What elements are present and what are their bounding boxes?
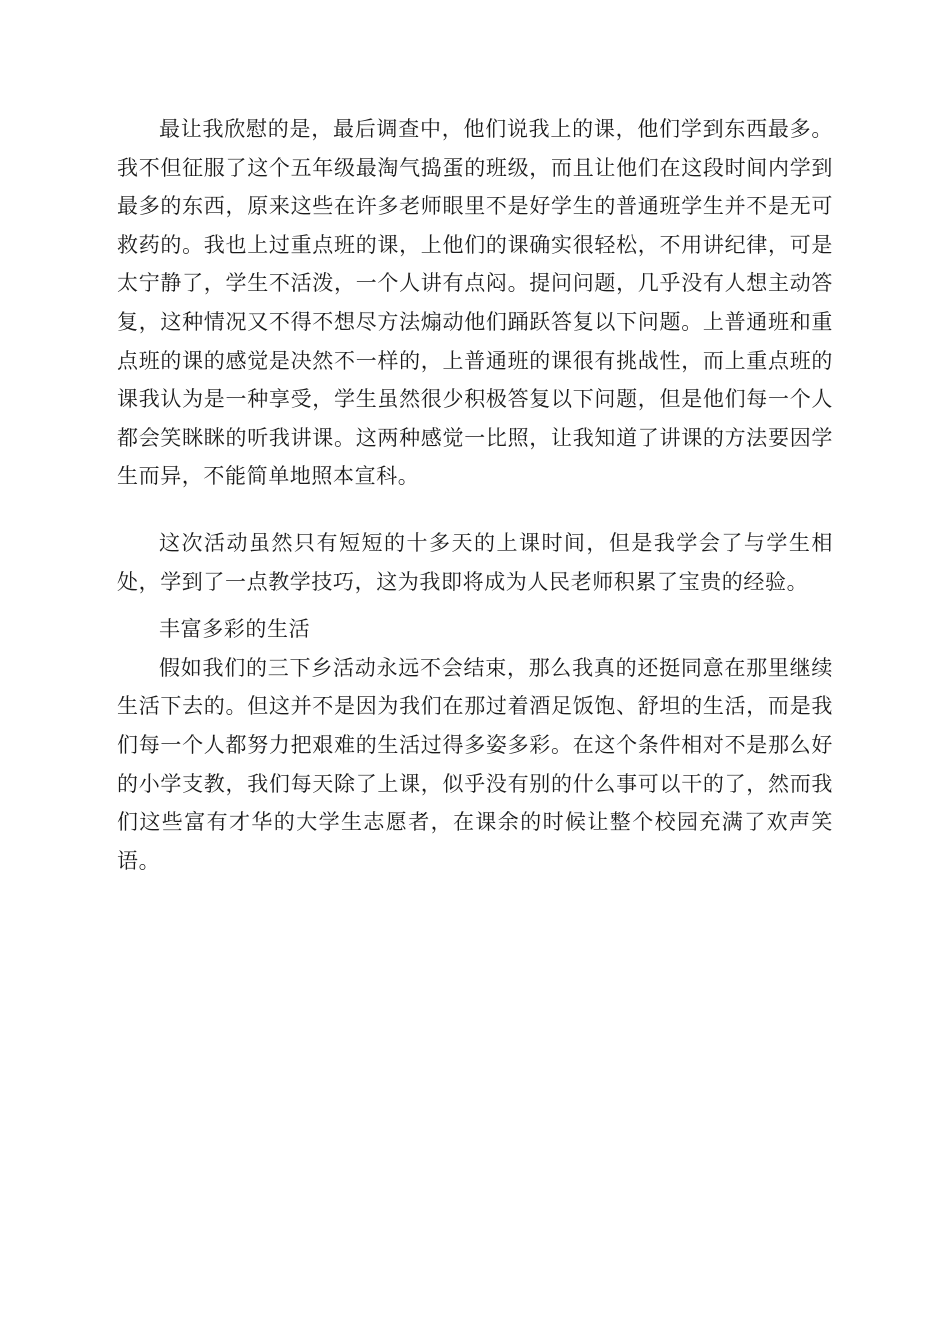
paragraph: 最让我欣慰的是，最后调查中，他们说我上的课，他们学到东西最多。我不但征服了这个五年级最淘气捣蛋的班级，而且让他们在这段时间内学到最多的东西，原来这些在许多老师眼里不是好学生的普通班学生并不是无可救药的。我也上过重点班的课，上他们的课确实很轻松，不用讲纪律，可是太宁静了，学生不活泼，一个人讲有点闷。提问问题，几乎没有人想主动答复，这种情况又不得不想尽方法煽动他们踊跃答复以下问题。上普通班和重点班的课的感觉是决然不一样的，上普通班的课很有挑战性，而上重点班的课我认为是一种享受，学生虽然很少积极答复以下问题，但是他们每一个人都会笑眯眯的听我讲课。这两种感觉一比照，让我知道了讲课的方法要因学生而异，不能简单地照本宣科。 [117,117,833,489]
section-heading: 丰富多彩的生活 [159,617,311,642]
paragraph: 假如我们的三下乡活动永远不会结束，那么我真的还挺同意在那里继续生活下去的。但这并不是因为我们在那过着酒足饭饱、舒坦的生活，而是我们每一个人都努力把艰难的生活过得多姿多彩。在这个条件相对不是那么好的小学支教，我们每天除了上课，似乎没有别的什么事可以干的了，然而我们这些富有才华的大学生志愿者，在课余的时候让整个校园充满了欢声笑语。 [117,655,833,873]
paragraph: 这次活动虽然只有短短的十多天的上课时间，但是我学会了与学生相处，学到了一点教学技巧，这为我即将成为人民老师积累了宝贵的经验。 [117,530,833,594]
document-body [117,110,833,880]
